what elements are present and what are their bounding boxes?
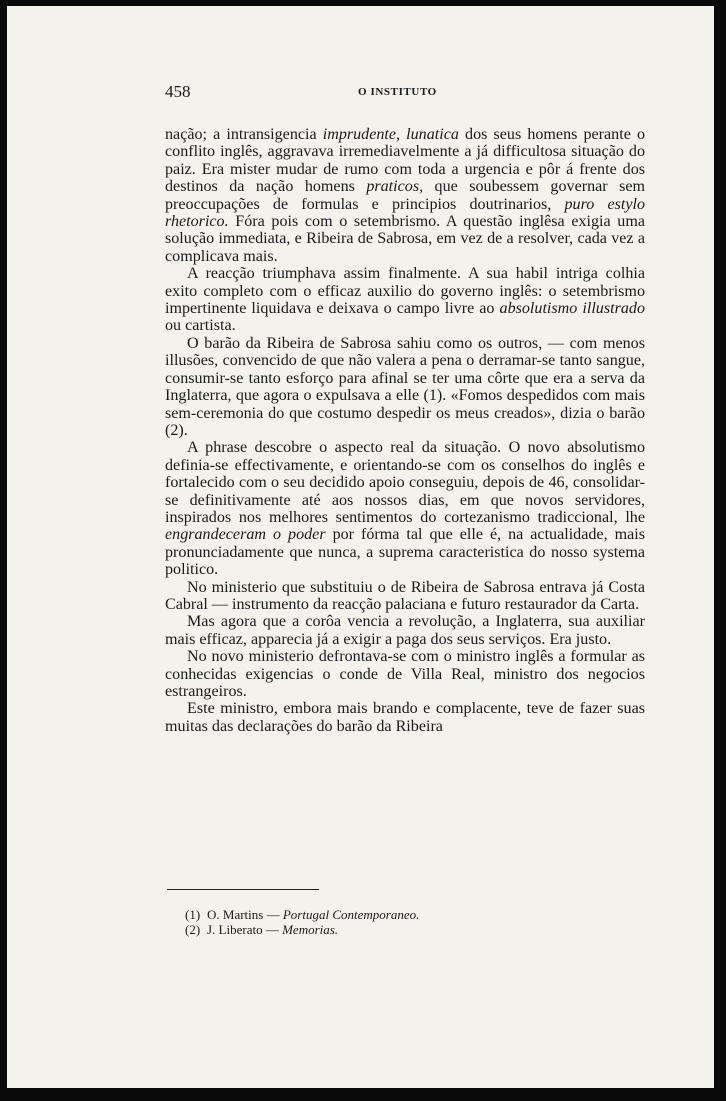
footnote <box>185 922 625 937</box>
paragraph <box>165 335 645 439</box>
text-run: ou cartista. <box>165 317 236 335</box>
paragraph <box>165 648 645 700</box>
text-run: Fóra pois com o setembrismo. A questão inglêsa exigia uma solução immediata, e Ribeira de Sabrosa, em vez de a resolver, cada vez a complicava mais. <box>165 213 645 265</box>
text-run: Este ministro, embora mais brando e complacente, teve de fazer suas muitas das declarações do barão da Ribeira <box>165 700 645 735</box>
book-page <box>7 6 714 1088</box>
footnote-author: O. Martins — <box>207 907 283 922</box>
page-number: 458 <box>165 82 191 101</box>
text-run: por fórma tal que elle é, na actualidade, mais pronunciadamente que nunca, a suprema caracteristica do nosso systema politico. <box>165 526 645 579</box>
paragraph <box>165 439 645 578</box>
footnote-number: (2) <box>185 922 201 937</box>
footnote-title: Memorias. <box>282 922 339 937</box>
paragraph <box>165 126 645 265</box>
paragraph <box>165 265 645 335</box>
italic-run: puro estylo rhetorico. <box>165 195 646 231</box>
paragraph <box>165 579 645 614</box>
paragraph <box>165 700 645 735</box>
text-run: A phrase descobre o aspecto real da situação. O novo absolutismo definia-se effectivamente, e orientando-se com os conselhos do inglês e fortalecido com o seu decidido apoio conseguiu, depois de 46, consolidar-se definitivamente até aos nossos dias, em que novos servidores, inspirados nos melhores sentimentos do cortezanismo tradiccional, lhe <box>165 439 645 526</box>
footnote-title: Portugal Contemporaneo. <box>282 907 420 922</box>
text-run: nação; a intransigencia <box>165 126 323 143</box>
text-run: Mas agora que a corôa vencia a revolução, a Inglaterra, sua auxiliar mais efficaz, apparecia já a exigir a paga dos seus serviços. Era justo. <box>165 613 645 648</box>
footnote-divider <box>167 889 319 890</box>
italic-run: absolutismo illustrado <box>499 300 645 318</box>
footnote <box>185 907 625 922</box>
italic-run: engrandeceram o poder <box>165 526 326 544</box>
text-run: O barão da Ribeira de Sabrosa sahiu como os outros, — com menos illusões, convencido de que não valera a pena o derramar-se tanto sangue, consumir-se tanto esforço para afinal se ter uma côrte que era a serva da Inglaterra, que agora o expulsava a elle (1). «Fomos despedidos com mais sem-ceremonia do que costumo despedir os meus creados», dizia o barão (2). <box>165 334 645 439</box>
text-run: A reacção triumphava assim finalmente. A sua habil intriga colhia exito completo com o efficaz auxilio do governo inglês: o setembrismo impertinente liquidava e deixava o campo livre ao <box>165 265 645 318</box>
footnote-number: (1) <box>185 907 201 922</box>
paragraph <box>165 613 645 648</box>
italic-run: praticos, <box>366 178 424 196</box>
text-run: No ministerio que substituiu o de Ribeira de Sabrosa entrava já Costa Cabral — instrumento da reacção palaciana e futuro restaurador da Carta. <box>165 578 645 613</box>
footnotes <box>185 907 625 937</box>
text-run: No novo ministerio defrontava-se com o ministro inglês a formular as conhecidas exigencias o conde de Villa Real, ministro dos negocios estrangeiros. <box>165 648 645 700</box>
text-run: dos seus homens perante o conflito inglês, aggravava irremediavelmente a já difficultosa situação do paiz. Era mister mudar de rumo com toda a urgencia e pôr á frente dos destinos da nação homens <box>165 126 646 196</box>
page-header <box>165 82 645 106</box>
italic-run: imprudente, lunatica <box>322 126 459 143</box>
body-text <box>165 126 645 735</box>
text-run: que soubessem governar sem preoccupações de formulas e principios doutrinarios, <box>165 178 645 213</box>
footnote-author: J. Liberato — <box>207 922 283 937</box>
running-title: O INSTITUTO <box>358 86 437 98</box>
